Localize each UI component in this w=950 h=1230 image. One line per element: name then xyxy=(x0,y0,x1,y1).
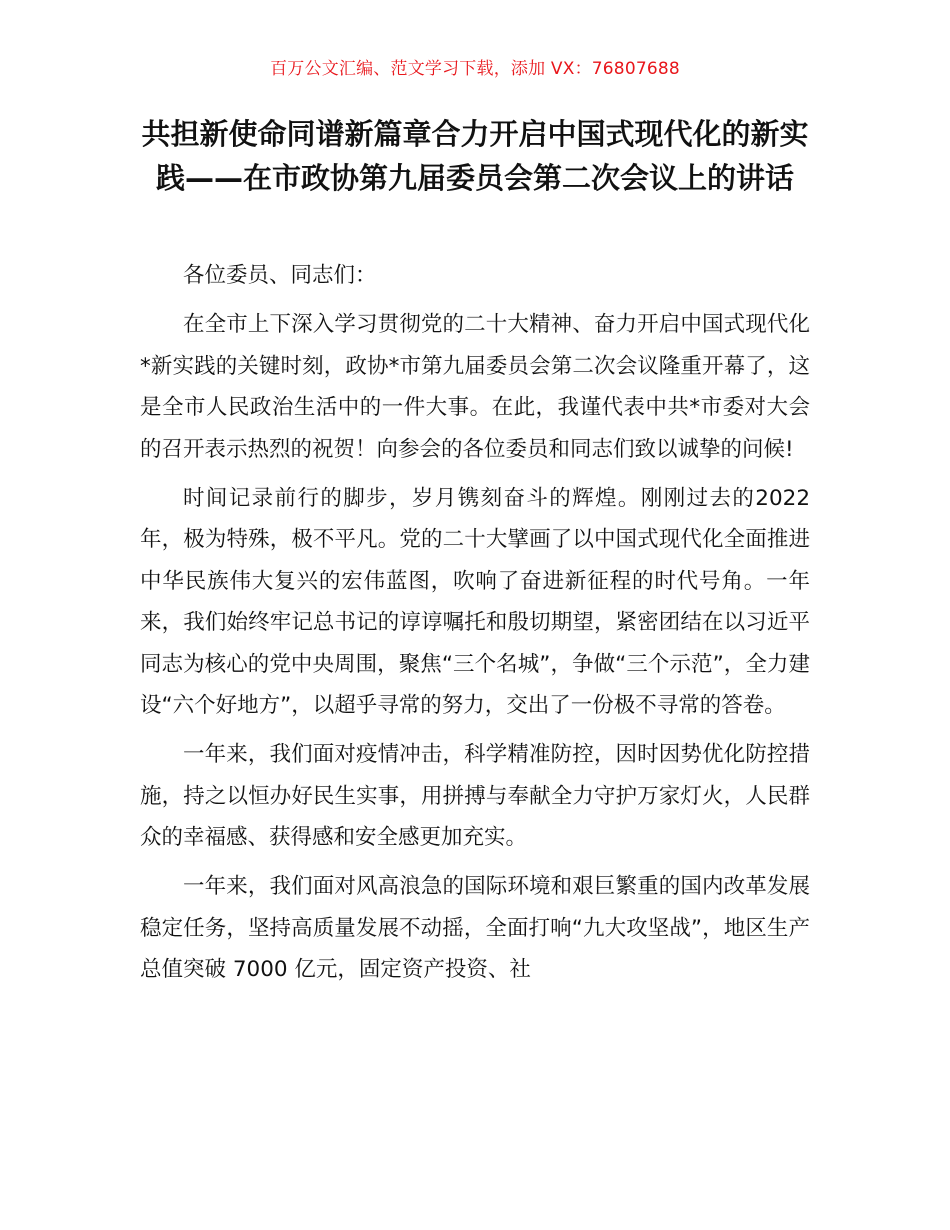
paragraph: 在全市上下深入学习贯彻党的二十大精神、奋力开启中国式现代化*新实践的关键时刻，政协*市第九届委员会第二次会议隆重开幕了，这是全市人民政治生活中的一件大事。在此，我谨代表中共*市委对大会的召开表示热烈的祝贺！向参会的各位委员和同志们致以诚挚的问候! xyxy=(140,312,810,462)
paragraph: 一年来，我们面对风高浪急的国际环境和艰巨繁重的国内改革发展稳定任务，坚持高质量发展不动摇，全面打响“九大攻坚战”，地区生产总值突破 7000 亿元，固定资产投资、社 xyxy=(140,874,810,982)
document-title: 共担新使命同谱新篇章合力开启中国式现代化的新实践——在市政协第九届委员会第二次会议上的讲话 xyxy=(141,117,809,195)
document-body xyxy=(140,255,810,998)
watermark-header: 百万公文汇编、范文学习下载，添加 VX：76807688 xyxy=(270,59,680,79)
paragraph: 一年来，我们面对疫情冲击，科学精准防控，因时因势优化防控措施，持之以恒办好民生实事，用拼搏与奉献全力守护万家灯火，人民群众的幸福感、获得感和安全感更加充实。 xyxy=(140,742,810,850)
paragraph-salutation: 各位委员、同志们： xyxy=(183,263,377,288)
paragraph: 时间记录前行的脚步，岁月镌刻奋斗的辉煌。刚刚过去的2022 年，极为特殊，极不平凡。党的二十大擘画了以中国式现代化全面推进中华民族伟大复兴的宏伟蓝图，吹响了奋进新征程的时代号角。一年来，我们始终牢记总书记的谆谆嘱托和殷切期望，紧密团结在以习近平同志为核心的党中央周围，聚焦“三个名城”，争做“三个示范”，全力建设“六个好地方”，以超乎寻常的努力，交出了一份极不寻常的答卷。 xyxy=(140,485,810,718)
